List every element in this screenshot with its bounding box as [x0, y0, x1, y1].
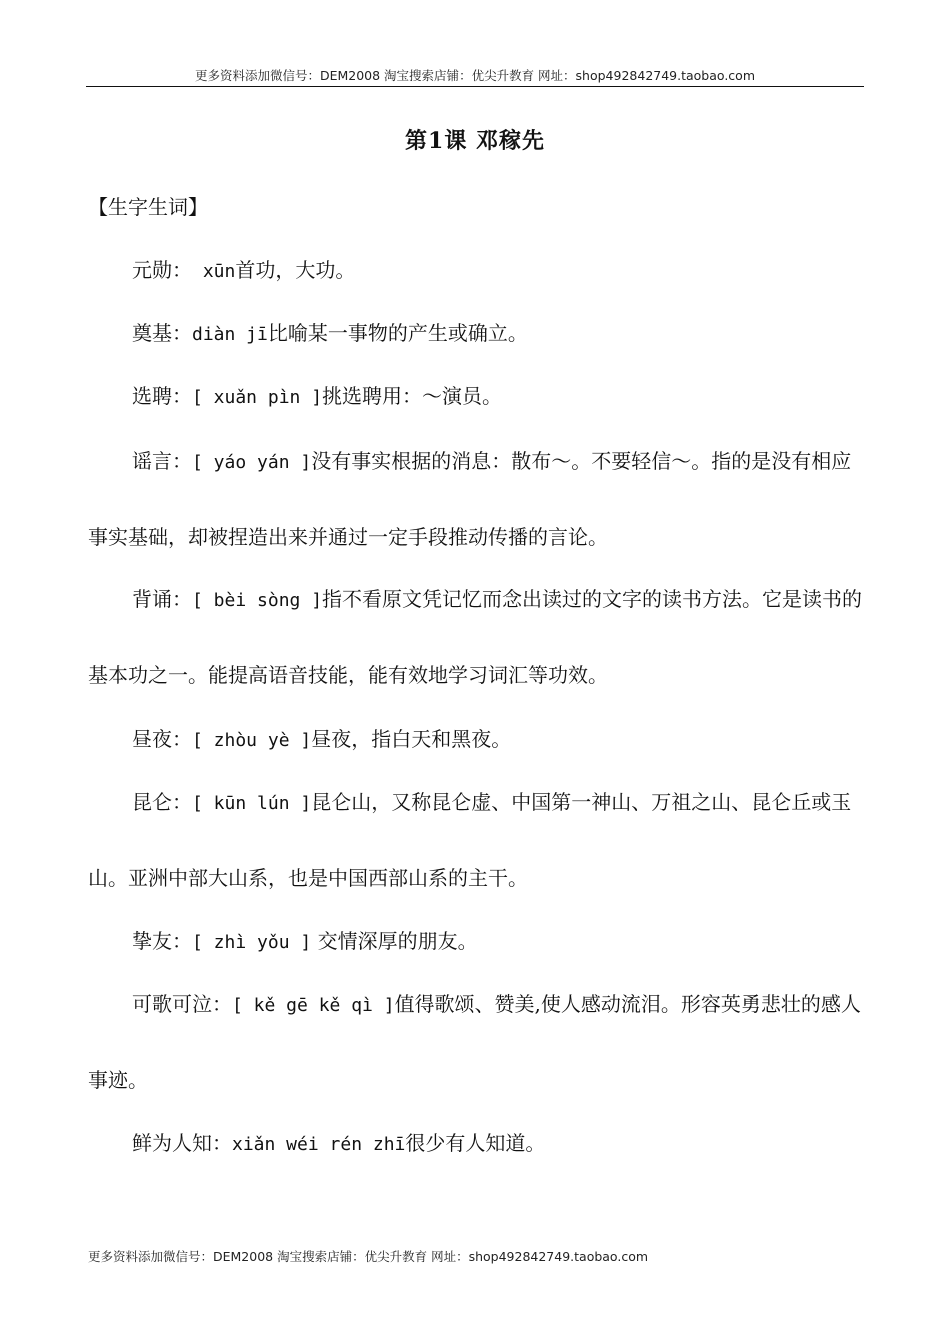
- vocab-definition: 昼夜，指白天和黑夜。: [311, 727, 512, 751]
- vocab-entry: [88, 765, 863, 915]
- vocab-pinyin: [ kūn lún ]: [192, 793, 312, 814]
- vocab-pinyin: diàn jī: [192, 324, 268, 345]
- vocab-term: 选聘：: [132, 384, 192, 408]
- vocab-pinyin: [ zhì yǒu ]: [192, 932, 312, 953]
- vocab-definition: 交情深厚的朋友。: [311, 929, 478, 953]
- page-header: 更多资料添加微信号：DEM2008 淘宝搜索店铺：优尖升教育 网址：shop492842749.taobao.com: [194, 68, 756, 83]
- vocab-definition: 没有事实根据的消息：散布～。不要轻信～。指的是没有相应事实基础，却被捏造出来并通过一定手段推动传播的言论。: [88, 449, 852, 549]
- vocab-pinyin: xiǎn wéi rén zhī: [232, 1134, 406, 1155]
- vocab-pinyin: [ zhòu yè ]: [192, 730, 312, 751]
- vocab-definition: 很少有人知道。: [405, 1131, 546, 1155]
- vocab-term: 可歌可泣：: [132, 992, 232, 1016]
- vocab-term: 谣言：: [132, 449, 192, 473]
- vocab-pinyin: xūn: [192, 261, 236, 282]
- section-heading: 【生字生词】: [88, 195, 208, 219]
- vocab-term: 元勋：: [132, 258, 192, 282]
- vocab-entry: [88, 1106, 863, 1182]
- vocab-definition: 值得歌颂、赞美,使人感动流泪。形容英勇悲壮的感人事迹。: [88, 992, 861, 1092]
- vocab-term: 背诵：: [132, 587, 192, 611]
- vocab-term: 奠基：: [132, 321, 192, 345]
- vocab-pinyin: [ yáo yán ]: [192, 452, 312, 473]
- vocab-entry: [88, 562, 863, 712]
- vocab-entry: [88, 967, 863, 1117]
- vocab-pinyin: [ bèi sòng ]: [192, 590, 323, 611]
- lesson-title: 第1课 邓稼先: [405, 128, 545, 154]
- vocab-definition: 指不看原文凭记忆而念出读过的文字的读书方法。它是读书的基本功之一。能提高语音技能，能有效地学习词汇等功效。: [88, 587, 863, 687]
- vocab-definition: 首功，大功。: [235, 258, 356, 282]
- vocab-definition: 比喻某一事物的产生或确立。: [267, 321, 528, 345]
- vocab-pinyin: [ xuǎn pìn ]: [192, 387, 323, 408]
- header-divider: [86, 86, 864, 87]
- page-footer: 更多资料添加微信号：DEM2008 淘宝搜索店铺：优尖升教育 网址：shop492842749.taobao.com: [88, 1249, 649, 1264]
- vocab-term: 昼夜：: [132, 727, 192, 751]
- vocab-pinyin: [ kě gē kě qì ]: [232, 995, 395, 1016]
- vocab-definition: 挑选聘用：～演员。: [322, 384, 503, 408]
- vocab-term: 挚友：: [132, 929, 192, 953]
- vocab-definition: 昆仑山，又称昆仑虚、中国第一神山、万祖之山、昆仑丘或玉山。亚洲中部大山系，也是中国西部山系的主干。: [88, 790, 852, 890]
- vocab-term: 鲜为人知：: [132, 1131, 232, 1155]
- vocab-entry: [88, 424, 863, 574]
- vocab-term: 昆仑：: [132, 790, 192, 814]
